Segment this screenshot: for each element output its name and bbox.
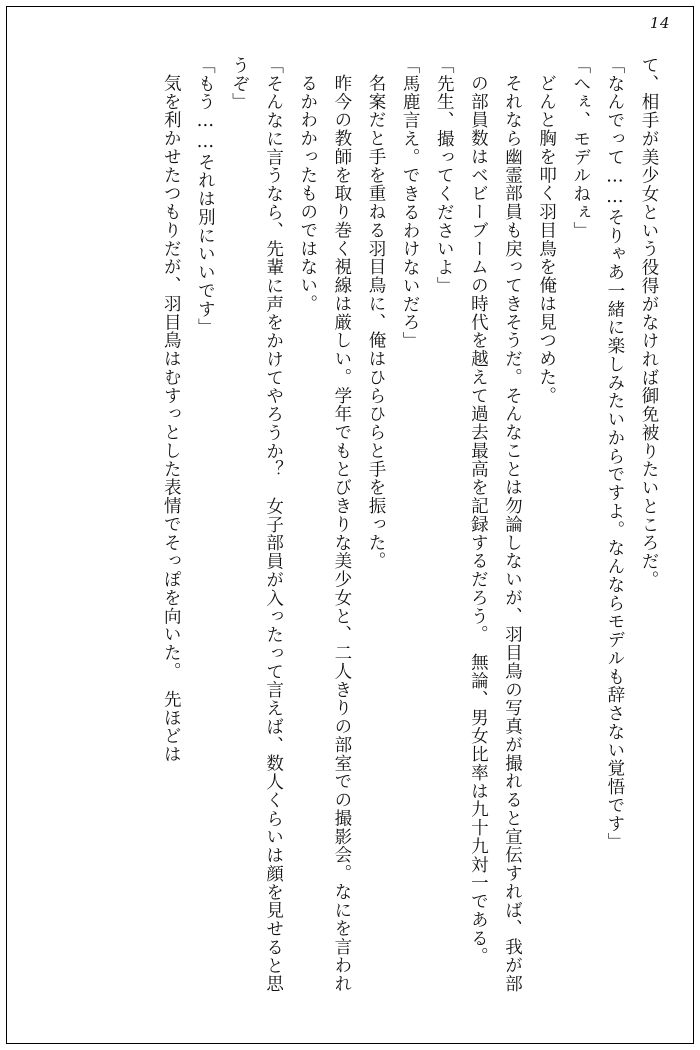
paragraph: 「そんなに言うなら、先輩に声をかけてやろうか？ 女子部員が入ったって言えば、数人くらいは顔を見せると思うぞ」 (229, 56, 284, 994)
paragraph: 「馬鹿言え。できるわけないだろ」 (400, 56, 421, 350)
paragraph: どんと胸を叩く羽目鳥を俺は見つめた。 (536, 74, 557, 405)
page-body-text (34, 56, 666, 1010)
paragraph: 気を利かせたつもりだが、羽目鳥はむすっとした表情でそっぽを向いた。 先ほどは (161, 74, 182, 764)
paragraph: 「へぇ、モデルねぇ」 (570, 56, 591, 240)
page-number: 14 (649, 14, 670, 32)
paragraph: それなら幽霊部員も戻ってきそうだ。そんなことは勿論しないが、羽目鳥の写真が撮れると宣伝すれば、我が部の部員数はベビーブームの時代を越えて過去最高を記録するだろう。 無論、男女比率は九十九対一である。 (468, 74, 523, 993)
paragraph: 「なんでって……そりゃあ一緒に楽しみたいからですよ。なんならモデルも辞さない覚悟です」 (604, 56, 625, 852)
paragraph: 名案だと手を重ねる羽目鳥に、俺はひらひらと手を振った。 (366, 74, 386, 571)
paragraph: 昨今の教師を取り巻く視線は厳しい。学年でもとびきりな美少女と、二人きりの部室での撮影会。なにを言われるかわかったものではない。 (297, 74, 352, 993)
paragraph: 「もう……それは別にいいです」 (195, 56, 216, 337)
paragraph: て、相手が美少女という役得がなければ御免被りたいところだ。 (639, 56, 659, 589)
paragraph: 「先生、撮ってくださいよ」 (434, 56, 455, 295)
